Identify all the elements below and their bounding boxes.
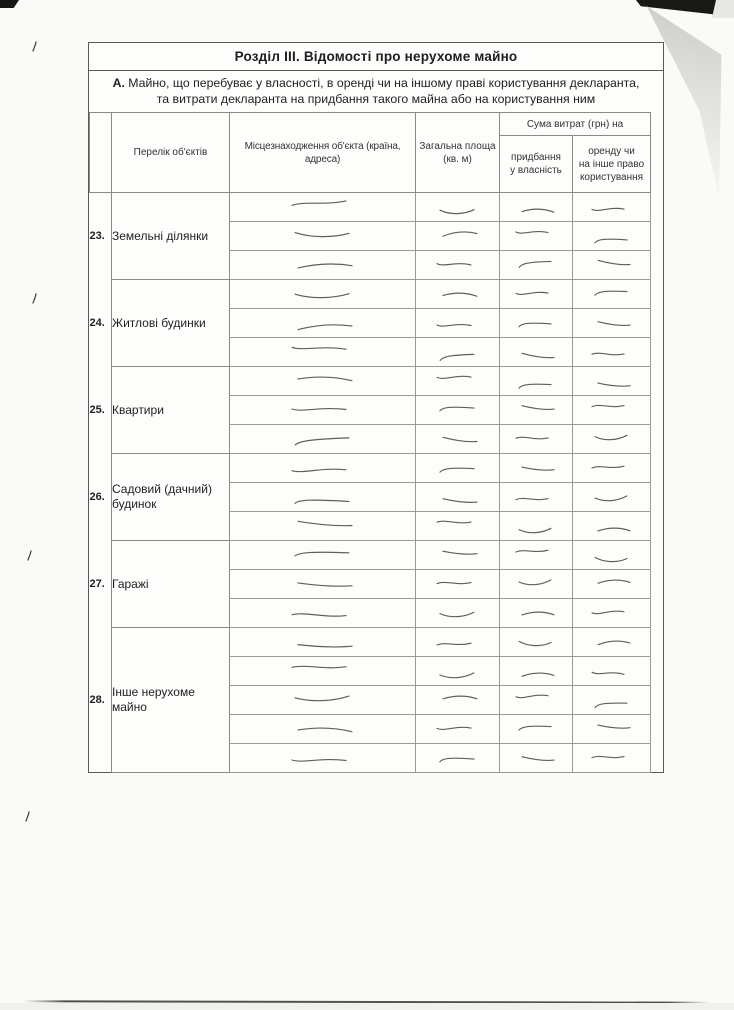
handwritten-dash [440,287,479,302]
handwritten-dash [514,492,550,506]
rent-cost-cell [573,193,651,222]
purchase-cost-cell [500,193,573,222]
location-cell [230,541,416,570]
location-cell [230,599,416,628]
purchase-cost-cell [500,744,573,773]
handwritten-dash [592,491,629,506]
area-cell [416,715,500,744]
location-cell [230,628,416,657]
handwritten-dash [517,317,554,332]
handwritten-dash [290,403,348,416]
handwritten-dash [440,545,479,560]
handwritten-dash [514,226,550,239]
object-type-label: Житлові будинки [112,280,230,367]
location-cell [230,570,416,599]
area-cell [416,396,500,425]
handwritten-dash [295,258,353,272]
location-cell [230,744,416,773]
handwritten-dash [517,523,553,537]
area-cell [416,657,500,686]
handwritten-dash [517,575,554,590]
area-cell [416,599,500,628]
purchase-cost-cell [500,338,573,367]
area-cell [416,512,500,541]
location-cell [230,425,416,454]
subsection-text: Майно, що перебуває у власності, в оренді чи на іншому праві користування декларанта, та витрати декларанта на придбання такого майна або на користування ним [128,76,640,106]
row-number: 27. [89,578,105,590]
ink-mark [31,293,38,304]
rent-cost-cell [573,657,651,686]
location-cell [230,367,416,396]
ink-mark [31,41,38,52]
handwritten-dash [289,607,348,623]
handwritten-dash [520,606,556,620]
area-cell [416,251,500,280]
handwritten-dash [520,349,556,362]
table-row [90,367,651,396]
area-cell [416,628,500,657]
location-cell [230,251,416,280]
area-cell [416,686,500,715]
area-cell [416,309,500,338]
handwritten-dash [295,318,354,334]
handwritten-dash [440,493,478,507]
area-cell [416,367,500,396]
handwritten-dash [440,690,478,704]
handwritten-dash [592,552,629,567]
rent-cost-cell [573,454,651,483]
handwritten-dash [514,431,551,446]
rent-cost-cell [573,222,651,251]
area-cell [416,541,500,570]
location-cell [230,715,416,744]
purchase-cost-cell [500,309,573,338]
handwritten-dash [596,575,632,588]
area-cell [416,338,500,367]
handwritten-dash [517,720,553,734]
purchase-cost-cell [500,280,573,309]
location-cell [230,193,416,222]
purchase-cost-cell [500,599,573,628]
object-type-label: Садовий (дачний) будинок [112,454,230,541]
handwritten-dash [589,347,626,362]
column-header-objects: Перелік об'єктів [112,113,230,193]
handwritten-dash [589,750,625,764]
location-cell [230,686,416,715]
rent-cost-cell [573,251,651,280]
handwritten-dash [295,721,354,737]
declaration-section-box [88,42,664,773]
handwritten-dash [517,256,554,271]
area-cell [416,570,500,599]
handwritten-dash [295,637,354,653]
handwritten-dash [592,430,628,444]
rent-cost-cell [573,541,651,570]
handwritten-dash [437,401,476,416]
area-cell [416,425,500,454]
row-number: 24. [89,317,105,329]
handwritten-dash [289,660,347,674]
ink-mark [24,811,31,822]
scanner-edge-artifact-topleft [0,0,19,8]
handwritten-dash [292,546,350,560]
rent-cost-cell [573,512,651,541]
purchase-cost-cell [500,512,573,541]
handwritten-dash [296,517,354,530]
subsection-letter: А. [112,76,125,90]
handwritten-dash [293,289,351,302]
purchase-cost-cell [500,657,573,686]
handwritten-dash [589,202,625,216]
object-type-label: Інше нерухоме майно [112,628,230,773]
purchase-cost-cell [500,686,573,715]
handwritten-dash [434,257,472,271]
handwritten-dash [292,227,350,241]
purchase-cost-cell [500,628,573,657]
rent-cost-cell [573,715,651,744]
handwritten-dash [514,286,550,300]
table-row [90,280,651,309]
area-cell [416,483,500,512]
property-table-body [90,193,651,773]
location-cell [230,338,416,367]
object-type-label: Гаражі [112,541,230,628]
handwritten-dash [517,378,553,392]
purchase-cost-cell [500,483,573,512]
handwritten-dash [592,285,628,299]
object-type-label: Земельні ділянки [112,193,230,280]
purchase-cost-cell [500,425,573,454]
handwritten-dash [289,195,348,211]
column-header-rent: оренду чи на інше право користування [573,136,651,193]
area-cell [416,454,500,483]
handwritten-dash [589,666,626,681]
rent-cost-cell [573,686,651,715]
handwritten-dash [514,689,551,704]
purchase-cost-cell [500,541,573,570]
handwritten-dash [292,493,351,509]
handwritten-dash [517,636,554,651]
rent-cost-cell [573,599,651,628]
purchase-cost-cell [500,715,573,744]
handwritten-dash [589,399,625,413]
area-cell [416,744,500,773]
handwritten-dash [592,233,629,248]
handwritten-dash [295,577,353,591]
purchase-cost-cell [500,454,573,483]
handwritten-dash [441,433,479,446]
location-cell [230,454,416,483]
row-number: 23. [89,230,105,243]
rent-cost-cell [573,628,651,657]
handwritten-dash [434,721,472,735]
table-row [90,541,651,570]
rent-cost-cell [573,280,651,309]
table-row [90,628,651,657]
handwritten-dash [595,635,631,649]
section-title: Розділ III. Відомості про нерухоме майно [89,43,663,71]
column-header-location: Місцезнаходження об'єкта (країна, адреса) [230,113,416,193]
row-number: 25. [89,404,105,416]
scanner-edge-strip-bottom [0,1003,734,1010]
purchase-cost-cell [500,570,573,599]
subsection-heading [89,71,663,112]
handwritten-dash [520,751,556,765]
handwritten-dash [434,370,472,384]
handwritten-dash [289,463,347,477]
handwritten-dash [520,461,557,476]
location-cell [230,222,416,251]
handwritten-dash [596,256,632,269]
rent-cost-cell [573,483,651,512]
handwritten-dash [514,545,550,558]
handwritten-dash [295,370,354,386]
handwritten-dash [437,349,476,364]
rent-cost-cell [573,570,651,599]
handwritten-dash [595,377,632,392]
handwritten-dash [290,754,348,767]
handwritten-dash [292,691,350,705]
handwritten-dash [292,432,351,448]
rent-cost-cell [573,338,651,367]
handwritten-dash [435,319,473,332]
rent-cost-cell [573,744,651,773]
column-header-area: Загальна площа (кв. м) [416,113,500,193]
purchase-cost-cell [500,251,573,280]
area-cell [416,280,500,309]
location-cell [230,483,416,512]
column-header-purchase: придбання у власність [500,136,573,193]
rent-cost-cell [573,425,651,454]
location-cell [230,309,416,338]
handwritten-dash [595,316,631,330]
row-number-column-spacer [90,113,112,193]
area-cell [416,222,500,251]
rent-cost-cell [573,367,651,396]
handwritten-dash [437,752,476,767]
handwritten-dash [593,698,629,711]
handwritten-dash [438,205,476,218]
handwritten-dash [589,605,626,620]
column-header-costs-group: Сума витрат (грн) на [500,113,651,136]
handwritten-dash [434,515,473,530]
handwritten-dash [289,341,347,355]
location-cell [230,657,416,686]
ink-mark [26,550,33,561]
handwritten-dash [595,522,631,536]
rent-cost-cell [573,396,651,425]
row-number: 28. [89,694,105,706]
handwritten-dash [520,400,556,414]
purchase-cost-cell [500,222,573,251]
rent-cost-cell [573,309,651,338]
row-number: 26. [89,491,105,503]
location-cell [230,512,416,541]
handwritten-dash [437,462,475,476]
location-cell [230,396,416,425]
table-row [90,454,651,483]
table-row [90,193,651,222]
handwritten-dash [437,668,476,683]
handwritten-dash [520,203,557,218]
property-table [89,112,651,773]
location-cell [230,280,416,309]
handwritten-dash [434,576,472,590]
handwritten-dash [520,668,556,681]
area-cell [416,193,500,222]
purchase-cost-cell [500,367,573,396]
object-type-label: Квартири [112,367,230,454]
handwritten-dash [440,226,479,241]
handwritten-dash [437,607,475,621]
purchase-cost-cell [500,396,573,425]
handwritten-dash [595,719,632,734]
handwritten-dash [435,638,473,651]
handwritten-dash [590,461,626,474]
